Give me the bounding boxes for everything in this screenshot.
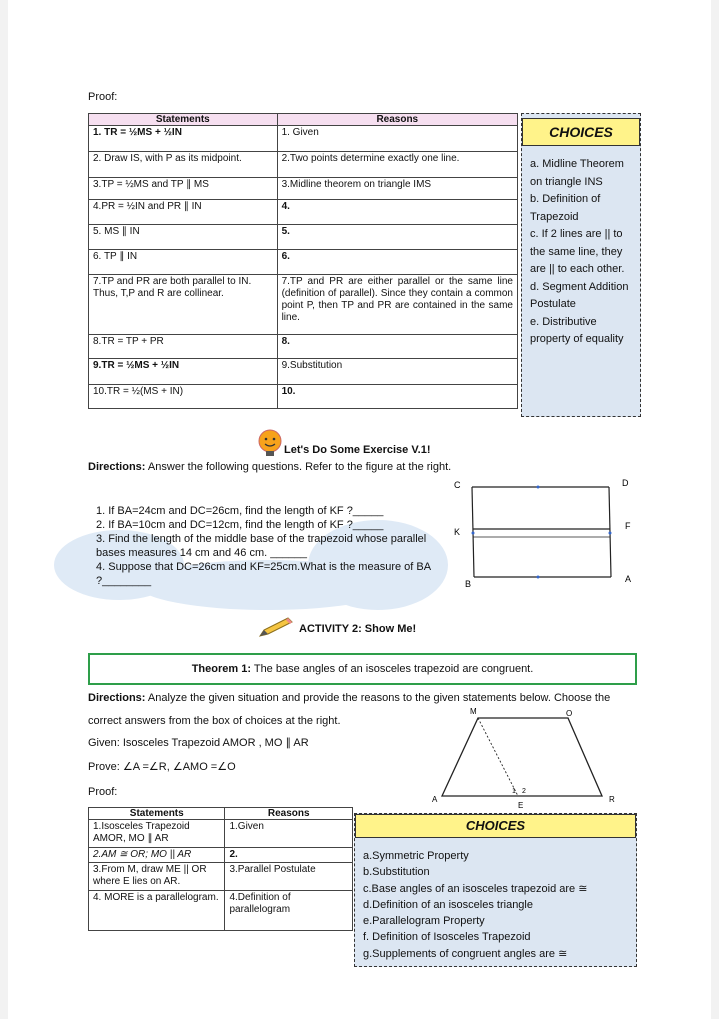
table1-header-statements: Statements [89,114,278,126]
point-marker [537,576,540,579]
table1-reason-8[interactable]: 8. [277,335,517,359]
theorem-text: The base angles of an isosceles trapezoid are congruent. [253,663,534,675]
exercise-question-2: 2. If BA=10cm and DC=12cm, find the length of KF ?_____ [96,519,384,531]
table1-statement-3: 3.TP = ½MS and TP ∥ MS [89,178,278,200]
point-marker [609,532,612,535]
exercise-questions [96,504,436,588]
choice-1-d: d. Segment Addition Postulate [530,280,629,310]
choice-1-b: b. Definition of Trapezoid [530,193,601,223]
table1-reason-10[interactable]: 10. [277,385,517,409]
lightbulb-icon [256,428,284,456]
choice-2-d: d.Definition of an isosceles triangle [363,898,533,911]
activity-directions-label: Directions: [88,692,146,704]
segment-me [478,718,518,796]
table2-header-statements: Statements [89,808,225,820]
table1-reason-4[interactable]: 4. [277,200,517,225]
table1-reason-2: 2.Two points determine exactly one line. [277,152,517,178]
table2-statement-4: 4. MORE is a parallelogram. [89,891,225,931]
choices-1-title: CHOICES [522,118,640,146]
trapezoid-figure-2 [422,704,622,814]
theorem-box [88,653,637,685]
choices-box-2 [354,813,637,967]
choices-2-title: CHOICES [355,814,636,838]
label-r: R [609,795,615,804]
table2-statement-3: 3.From M, draw ME || OR where E lies on AR. [89,863,225,891]
table2-reason-2[interactable]: 2. [225,848,353,863]
label-a: A [625,574,632,584]
table1-reason-5[interactable]: 5. [277,225,517,250]
table1-statement-4: 4.PR = ½IN and PR ∥ IN [89,200,278,225]
table1-statement-8: 8.TR = TP + PR [89,335,278,359]
table1-statement-2: 2. Draw IS, with P as its midpoint. [89,152,278,178]
label-k: K [454,527,461,537]
choice-1-a: a. Midline Theorem on triangle INS [530,158,624,188]
trapezoid-amor [442,718,602,796]
activity-directions-text: Analyze the given situation and provide the reasons to the given statements below. Choose the correct answers from the box of choices at the right. [88,692,611,727]
choice-2-f: f. Definition of Isosceles Trapezoid [363,931,531,944]
table1-statement-1: 1. TR = ½MS + ½IN [89,126,278,152]
table2-header-reasons: Reasons [225,808,353,820]
table1-reason-1: 1. Given [277,126,517,152]
exercise-question-4: 4. Suppose that DC=26cm and KF=25cm.What is the measure of BA ?________ [96,561,431,587]
document-page [8,0,711,1019]
prove-statement: Prove: ∠A =∠R, ∠AMO =∠O [88,761,236,773]
table1-statement-9: 9.TR = ½MS + ½IN [89,359,278,385]
table1-reason-9: 9.Substitution [277,359,517,385]
exercise-title: Let's Do Some Exercise V.1! [284,444,431,456]
choice-1-e: e. Distributive property of equality [530,315,624,345]
proof-table-1 [88,113,518,409]
label-f: F [625,521,631,531]
angle-label-1: 1 [512,788,516,795]
exercise-question-3: 3. Find the length of the middle base of the trapezoid whose parallel bases measures 14 cm and 46 cm. ______ [96,533,427,559]
point-marker [472,532,475,535]
proof-label: Proof: [88,91,118,103]
label-m: M [470,707,477,716]
trapezoid-figure-1 [438,474,638,590]
table1-statement-7: 7.TP and PR are both parallel to IN. Thus, T,P and R are collinear. [89,275,278,335]
choice-2-a: a.Symmetric Property [363,850,469,862]
table2-statement-2: 2.AM ≅ OR; MO || AR [89,848,225,863]
given-statement: Given: Isosceles Trapezoid AMOR , MO ∥ AR [88,737,309,749]
label-a2: A [432,795,438,804]
exercise-directions-label: Directions: [88,461,146,473]
angle-label-2: 2 [522,788,526,795]
choice-1-c: c. If 2 lines are || to the same line, they are || to each other. [530,228,625,275]
table2-reason-1: 1.Given [225,820,353,848]
table2-reason-4: 4.Definition of parallelogram [225,891,353,931]
choices-box-1 [521,113,641,417]
choice-2-g: g.Supplements of congruent angles are ≅ [363,947,568,960]
table1-reason-6[interactable]: 6. [277,250,517,275]
choice-2-c: c.Base angles of an isosceles trapezoid are ≅ [363,882,588,895]
table1-reason-7: 7.TP and PR are either parallel or the same line (definition of parallel). Since they contain a common point P, then TP and PR are contained in the same line. [277,275,517,335]
theorem-label: Theorem 1: [191,663,251,675]
choice-2-e: e.Parallelogram Property [363,915,485,928]
choice-2-b: b.Substitution [363,866,430,879]
label-o: O [566,709,573,718]
table1-statement-10: 10.TR = ½(MS + IN) [89,385,278,409]
table1-statement-5: 5. MS ∥ IN [89,225,278,250]
proof-table-2 [88,807,353,931]
table1-header-reasons: Reasons [277,114,517,126]
exercise-directions-text: Answer the following questions. Refer to the figure at the right. [147,461,452,473]
table2-reason-3: 3.Parallel Postulate [225,863,353,891]
label-c: C [454,480,461,490]
pencil-icon [258,616,294,643]
point-marker [537,486,540,489]
label-e: E [518,801,524,810]
table1-reason-3: 3.Midline theorem on triangle IMS [277,178,517,200]
exercise-question-1: 1. If BA=24cm and DC=26cm, find the length of KF ?_____ [96,505,384,517]
table1-statement-6: 6. TP ∥ IN [89,250,278,275]
activity-title: ACTIVITY 2: Show Me! [299,623,417,635]
label-d: D [622,478,629,488]
proof-label-2: Proof: [88,786,118,798]
label-b: B [465,579,472,589]
exercise-directions [88,460,451,474]
table2-statement-1: 1.Isosceles Trapezoid AMOR, MO ∥ AR [89,820,225,848]
